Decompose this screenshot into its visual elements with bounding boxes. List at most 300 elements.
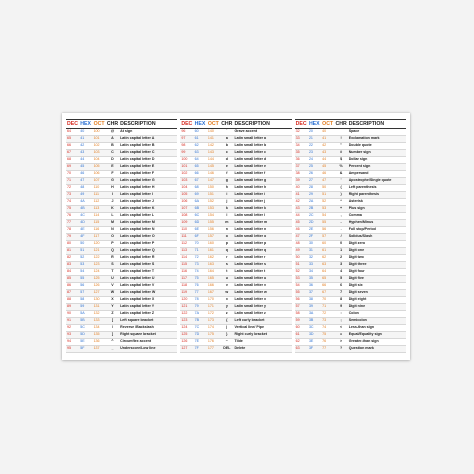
description-cell: Percent sign bbox=[348, 164, 406, 171]
hex-cell: 62 bbox=[194, 143, 207, 150]
hex-cell: 5D bbox=[79, 332, 92, 339]
description-cell: Latin small letter a bbox=[233, 136, 291, 143]
chr-cell: E bbox=[106, 164, 119, 171]
description-cell: Delete bbox=[233, 346, 291, 353]
description-cell: Latin small letter e bbox=[233, 164, 291, 171]
hex-cell: 36 bbox=[308, 283, 321, 290]
oct-cell: 123 bbox=[93, 262, 106, 269]
oct-header: OCT bbox=[322, 121, 334, 127]
dec-cell: 79 bbox=[66, 234, 79, 241]
dec-cell: 122 bbox=[180, 311, 193, 318]
table-row bbox=[66, 304, 177, 311]
description-cell: Plus sign bbox=[348, 206, 406, 213]
dec-cell: 121 bbox=[180, 304, 193, 311]
oct-cell: 122 bbox=[93, 255, 106, 262]
hex-cell: 44 bbox=[79, 157, 92, 164]
description-cell: Latin capital letter M bbox=[119, 220, 177, 227]
hex-cell: 27 bbox=[308, 178, 321, 185]
description-cell: Vertical line/ Pipe bbox=[233, 325, 291, 332]
chr-cell: ' bbox=[334, 178, 347, 185]
hex-cell: 5E bbox=[79, 339, 92, 346]
table-row bbox=[180, 276, 291, 283]
chr-cell: g bbox=[220, 178, 233, 185]
hex-cell: 3F bbox=[308, 346, 321, 353]
table-row bbox=[295, 276, 406, 283]
hex-cell: 60 bbox=[194, 129, 207, 136]
description-cell: Full stop/Period bbox=[348, 227, 406, 234]
dec-header: DEC bbox=[295, 121, 307, 127]
hex-cell: 55 bbox=[79, 276, 92, 283]
dec-cell: 90 bbox=[66, 311, 79, 318]
dec-cell: 32 bbox=[295, 129, 308, 136]
description-cell: Digit five bbox=[348, 276, 406, 283]
hex-cell: 71 bbox=[194, 248, 207, 255]
table-row bbox=[66, 206, 177, 213]
chr-cell: 2 bbox=[334, 255, 347, 262]
oct-cell: 53 bbox=[321, 206, 334, 213]
table-row bbox=[66, 346, 177, 353]
oct-cell: 65 bbox=[321, 276, 334, 283]
oct-cell: 64 bbox=[321, 269, 334, 276]
dec-cell: 109 bbox=[180, 220, 193, 227]
dec-cell: 47 bbox=[295, 234, 308, 241]
table-row bbox=[180, 318, 291, 325]
dec-cell: 112 bbox=[180, 241, 193, 248]
chr-cell: 4 bbox=[334, 269, 347, 276]
dec-cell: 33 bbox=[295, 136, 308, 143]
oct-cell: 163 bbox=[207, 262, 220, 269]
hex-cell: 69 bbox=[194, 192, 207, 199]
dec-cell: 55 bbox=[295, 290, 308, 297]
description-header: DESCRIPTION bbox=[119, 120, 177, 129]
table-row bbox=[295, 143, 406, 150]
table-row bbox=[295, 178, 406, 185]
oct-cell: 112 bbox=[93, 199, 106, 206]
table-row bbox=[295, 332, 406, 339]
description-cell: Solidus/Slash bbox=[348, 234, 406, 241]
dec-cell: 114 bbox=[180, 255, 193, 262]
hex-cell: 23 bbox=[308, 150, 321, 157]
oct-cell: 110 bbox=[93, 185, 106, 192]
chr-cell: N bbox=[106, 227, 119, 234]
description-cell: Latin small letter m bbox=[233, 220, 291, 227]
chr-cell: r bbox=[220, 255, 233, 262]
description-cell: Asterisk bbox=[348, 199, 406, 206]
hex-header: HEX bbox=[308, 121, 320, 127]
hex-cell: 7C bbox=[194, 325, 207, 332]
chr-cell: } bbox=[220, 332, 233, 339]
table-row bbox=[66, 157, 177, 164]
oct-cell: 105 bbox=[93, 164, 106, 171]
dec-cell: 66 bbox=[66, 143, 79, 150]
oct-cell: 103 bbox=[93, 150, 106, 157]
table-row bbox=[66, 290, 177, 297]
description-cell: Right curly bracket bbox=[233, 332, 291, 339]
chr-cell: 0 bbox=[334, 241, 347, 248]
dec-cell: 75 bbox=[66, 206, 79, 213]
hex-cell: 3D bbox=[308, 332, 321, 339]
hex-cell: 58 bbox=[79, 297, 92, 304]
dec-cell: 35 bbox=[295, 150, 308, 157]
table-row bbox=[295, 129, 406, 136]
description-cell: Left curly bracket bbox=[233, 318, 291, 325]
hex-cell: 52 bbox=[79, 255, 92, 262]
table-row bbox=[295, 325, 406, 332]
dec-cell: 105 bbox=[180, 192, 193, 199]
chr-cell: ? bbox=[334, 346, 347, 353]
table-row bbox=[180, 157, 291, 164]
dec-cell: 89 bbox=[66, 304, 79, 311]
chr-cell: ( bbox=[334, 185, 347, 192]
table-row bbox=[295, 150, 406, 157]
oct-cell: 107 bbox=[93, 178, 106, 185]
hex-cell: 2A bbox=[308, 199, 321, 206]
oct-cell: 145 bbox=[207, 164, 220, 171]
hex-cell: 22 bbox=[308, 143, 321, 150]
oct-cell: 132 bbox=[93, 311, 106, 318]
chr-cell: : bbox=[334, 311, 347, 318]
table-row bbox=[295, 283, 406, 290]
oct-cell: 177 bbox=[207, 346, 220, 353]
chr-cell: M bbox=[106, 220, 119, 227]
table-row bbox=[295, 248, 406, 255]
oct-cell: 167 bbox=[207, 290, 220, 297]
oct-cell: 130 bbox=[93, 297, 106, 304]
ascii-poster bbox=[62, 113, 410, 360]
hex-cell: 37 bbox=[308, 290, 321, 297]
oct-cell: 75 bbox=[321, 332, 334, 339]
chr-cell: 9 bbox=[334, 304, 347, 311]
table-row bbox=[180, 325, 291, 332]
oct-cell: 125 bbox=[93, 276, 106, 283]
hex-cell: 6A bbox=[194, 199, 207, 206]
chr-cell: C bbox=[106, 150, 119, 157]
dec-cell: 87 bbox=[66, 290, 79, 297]
description-cell: Latin small letter j bbox=[233, 199, 291, 206]
hex-header: HEX bbox=[80, 121, 91, 127]
description-cell: Latin capital letter R bbox=[119, 255, 177, 262]
description-cell: Greater-than sign bbox=[348, 339, 406, 346]
table-row bbox=[180, 220, 291, 227]
table-row bbox=[180, 150, 291, 157]
chr-cell: DEL bbox=[220, 346, 233, 353]
description-cell: Digit four bbox=[348, 269, 406, 276]
description-cell: Latin capital letter Q bbox=[119, 248, 177, 255]
dec-cell: 58 bbox=[295, 311, 308, 318]
dec-cell: 69 bbox=[66, 164, 79, 171]
chr-cell: S bbox=[106, 262, 119, 269]
dec-cell: 127 bbox=[180, 346, 193, 353]
oct-cell: 106 bbox=[93, 171, 106, 178]
table-row bbox=[66, 248, 177, 255]
oct-cell: 100 bbox=[93, 129, 106, 136]
description-cell: Latin capital letter P bbox=[119, 241, 177, 248]
chr-cell: / bbox=[334, 234, 347, 241]
chr-cell: # bbox=[334, 150, 347, 157]
table-row bbox=[295, 311, 406, 318]
hex-cell: 5F bbox=[79, 346, 92, 353]
chr-cell: . bbox=[334, 227, 347, 234]
dec-cell: 100 bbox=[180, 157, 193, 164]
table-row bbox=[295, 220, 406, 227]
table-row bbox=[180, 192, 291, 199]
table-row bbox=[66, 213, 177, 220]
oct-cell: 70 bbox=[321, 297, 334, 304]
oct-cell: 101 bbox=[93, 136, 106, 143]
hex-cell: 53 bbox=[79, 262, 92, 269]
chr-cell: B bbox=[106, 143, 119, 150]
oct-cell: 76 bbox=[321, 339, 334, 346]
chr-header: CHR bbox=[221, 121, 233, 127]
dec-cell: 62 bbox=[295, 339, 308, 346]
table-row bbox=[295, 206, 406, 213]
dec-cell: 85 bbox=[66, 276, 79, 283]
table-header bbox=[180, 120, 291, 129]
description-cell: Digit seven bbox=[348, 290, 406, 297]
oct-cell: 52 bbox=[321, 199, 334, 206]
chr-cell: ] bbox=[106, 332, 119, 339]
description-cell: Latin small letter k bbox=[233, 206, 291, 213]
chr-cell: m bbox=[220, 220, 233, 227]
chr-cell: u bbox=[220, 276, 233, 283]
oct-header: OCT bbox=[93, 121, 105, 127]
oct-cell: 46 bbox=[321, 171, 334, 178]
description-cell: Latin small letter n bbox=[233, 227, 291, 234]
chr-cell: s bbox=[220, 262, 233, 269]
description-cell: Latin capital letter L bbox=[119, 213, 177, 220]
table-row bbox=[295, 290, 406, 297]
description-cell: Latin capital letter K bbox=[119, 206, 177, 213]
table-row bbox=[295, 241, 406, 248]
description-cell: Dollar sign bbox=[348, 157, 406, 164]
hex-cell: 4B bbox=[79, 206, 92, 213]
table-row bbox=[66, 262, 177, 269]
description-cell: Digit two bbox=[348, 255, 406, 262]
oct-cell: 57 bbox=[321, 234, 334, 241]
oct-cell: 144 bbox=[207, 157, 220, 164]
dec-cell: 102 bbox=[180, 171, 193, 178]
hex-cell: 38 bbox=[308, 297, 321, 304]
chr-cell: D bbox=[106, 157, 119, 164]
description-header: DESCRIPTION bbox=[233, 120, 291, 129]
table-row bbox=[66, 255, 177, 262]
table-row bbox=[180, 227, 291, 234]
description-cell: Latin small letter f bbox=[233, 171, 291, 178]
dec-cell: 37 bbox=[295, 164, 308, 171]
chr-cell: v bbox=[220, 283, 233, 290]
description-cell: Latin small letter l bbox=[233, 213, 291, 220]
description-cell: Latin small letter b bbox=[233, 143, 291, 150]
description-cell: Latin capital letter D bbox=[119, 157, 177, 164]
hex-cell: 56 bbox=[79, 283, 92, 290]
oct-cell: 51 bbox=[321, 192, 334, 199]
description-cell: Latin small letter z bbox=[233, 311, 291, 318]
oct-cell: 47 bbox=[321, 178, 334, 185]
table-row bbox=[180, 143, 291, 150]
hex-cell: 4F bbox=[79, 234, 92, 241]
hex-cell: 65 bbox=[194, 164, 207, 171]
description-cell: Latin capital letter B bbox=[119, 143, 177, 150]
description-cell: Latin small letter q bbox=[233, 248, 291, 255]
chr-cell: T bbox=[106, 269, 119, 276]
dec-cell: 60 bbox=[295, 325, 308, 332]
description-cell: Latin capital letter F bbox=[119, 171, 177, 178]
table-row bbox=[295, 157, 406, 164]
hex-cell: 2C bbox=[308, 213, 321, 220]
chr-header: CHR bbox=[335, 121, 347, 127]
hex-cell: 2F bbox=[308, 234, 321, 241]
hex-cell: 4E bbox=[79, 227, 92, 234]
oct-cell: 124 bbox=[93, 269, 106, 276]
description-cell: Comma bbox=[348, 213, 406, 220]
oct-cell: 146 bbox=[207, 171, 220, 178]
chr-cell: t bbox=[220, 269, 233, 276]
chr-cell: h bbox=[220, 185, 233, 192]
hex-cell: 31 bbox=[308, 248, 321, 255]
dec-cell: 36 bbox=[295, 157, 308, 164]
table-row bbox=[180, 339, 291, 346]
hex-cell: 2D bbox=[308, 220, 321, 227]
chr-cell: < bbox=[334, 325, 347, 332]
description-cell: Latin small letter d bbox=[233, 157, 291, 164]
hex-cell: 2B bbox=[308, 206, 321, 213]
description-cell: Latin small letter t bbox=[233, 269, 291, 276]
hex-cell: 7F bbox=[194, 346, 207, 353]
hex-cell: 3A bbox=[308, 311, 321, 318]
hex-cell: 21 bbox=[308, 136, 321, 143]
hex-cell: 43 bbox=[79, 150, 92, 157]
oct-cell: 152 bbox=[207, 199, 220, 206]
table-row bbox=[180, 136, 291, 143]
oct-cell: 140 bbox=[207, 129, 220, 136]
table-row bbox=[66, 318, 177, 325]
table-row bbox=[66, 311, 177, 318]
description-cell: Double quote bbox=[348, 143, 406, 150]
description-cell: Latin small letter s bbox=[233, 262, 291, 269]
oct-cell: 160 bbox=[207, 241, 220, 248]
chr-cell: i bbox=[220, 192, 233, 199]
dec-cell: 104 bbox=[180, 185, 193, 192]
oct-cell: 162 bbox=[207, 255, 220, 262]
table-row bbox=[66, 178, 177, 185]
table-row bbox=[295, 255, 406, 262]
chr-cell: b bbox=[220, 143, 233, 150]
chr-cell: A bbox=[106, 136, 119, 143]
table-row bbox=[180, 213, 291, 220]
hex-cell: 33 bbox=[308, 262, 321, 269]
hex-cell: 6C bbox=[194, 213, 207, 220]
dec-cell: 99 bbox=[180, 150, 193, 157]
chr-cell: % bbox=[334, 164, 347, 171]
dec-cell: 38 bbox=[295, 171, 308, 178]
oct-cell: 56 bbox=[321, 227, 334, 234]
description-cell: Latin capital letter Z bbox=[119, 311, 177, 318]
dec-cell: 125 bbox=[180, 332, 193, 339]
hex-cell: 3C bbox=[308, 325, 321, 332]
table-row bbox=[180, 129, 291, 136]
hex-cell: 57 bbox=[79, 290, 92, 297]
oct-cell: 171 bbox=[207, 304, 220, 311]
dec-cell: 101 bbox=[180, 164, 193, 171]
table-row bbox=[295, 164, 406, 171]
dec-cell: 56 bbox=[295, 297, 308, 304]
oct-cell: 114 bbox=[93, 213, 106, 220]
chr-cell: - bbox=[334, 220, 347, 227]
dec-cell: 81 bbox=[66, 248, 79, 255]
description-cell: Latin small letter v bbox=[233, 283, 291, 290]
description-cell: Latin capital letter A bbox=[119, 136, 177, 143]
oct-cell: 131 bbox=[93, 304, 106, 311]
chr-cell: y bbox=[220, 304, 233, 311]
description-cell: Colon bbox=[348, 311, 406, 318]
dec-cell: 93 bbox=[66, 332, 79, 339]
chr-cell: @ bbox=[106, 129, 119, 136]
chr-cell: ; bbox=[334, 318, 347, 325]
hex-cell: 34 bbox=[308, 269, 321, 276]
description-cell: Latin capital letter E bbox=[119, 164, 177, 171]
hex-cell: 50 bbox=[79, 241, 92, 248]
dec-cell: 71 bbox=[66, 178, 79, 185]
oct-cell: 174 bbox=[207, 325, 220, 332]
hex-cell: 73 bbox=[194, 262, 207, 269]
hex-cell: 4C bbox=[79, 213, 92, 220]
hex-cell: 79 bbox=[194, 304, 207, 311]
dec-cell: 97 bbox=[180, 136, 193, 143]
chr-cell: P bbox=[106, 241, 119, 248]
oct-cell: 60 bbox=[321, 241, 334, 248]
chr-cell: d bbox=[220, 157, 233, 164]
description-cell: Question mark bbox=[348, 346, 406, 353]
ascii-table bbox=[66, 119, 177, 353]
dec-cell: 65 bbox=[66, 136, 79, 143]
dec-cell: 43 bbox=[295, 206, 308, 213]
description-cell: Latin capital letter W bbox=[119, 290, 177, 297]
table-row bbox=[295, 171, 406, 178]
description-cell: Equal/Equality sign bbox=[348, 332, 406, 339]
description-cell: Grave accent bbox=[233, 129, 291, 136]
oct-cell: 137 bbox=[93, 346, 106, 353]
oct-cell: 67 bbox=[321, 290, 334, 297]
oct-cell: 73 bbox=[321, 318, 334, 325]
hex-cell: 77 bbox=[194, 290, 207, 297]
description-cell: Latin small letter u bbox=[233, 276, 291, 283]
hex-header: HEX bbox=[194, 121, 206, 127]
hex-cell: 48 bbox=[79, 185, 92, 192]
chr-cell: f bbox=[220, 171, 233, 178]
table-row bbox=[295, 227, 406, 234]
oct-cell: 113 bbox=[93, 206, 106, 213]
chr-cell bbox=[334, 129, 347, 136]
hex-cell: 67 bbox=[194, 178, 207, 185]
oct-cell: 154 bbox=[207, 213, 220, 220]
chr-cell: ! bbox=[334, 136, 347, 143]
hex-cell: 54 bbox=[79, 269, 92, 276]
dec-cell: 67 bbox=[66, 150, 79, 157]
oct-cell: 141 bbox=[207, 136, 220, 143]
dec-cell: 94 bbox=[66, 339, 79, 346]
dec-cell: 113 bbox=[180, 248, 193, 255]
hex-cell: 49 bbox=[79, 192, 92, 199]
dec-header: DEC bbox=[181, 121, 193, 127]
hex-cell: 35 bbox=[308, 276, 321, 283]
chr-cell: _ bbox=[106, 346, 119, 353]
chr-cell: ) bbox=[334, 192, 347, 199]
table-row bbox=[295, 199, 406, 206]
chr-cell: 6 bbox=[334, 283, 347, 290]
dec-cell: 49 bbox=[295, 248, 308, 255]
oct-cell: 166 bbox=[207, 283, 220, 290]
oct-cell: 175 bbox=[207, 332, 220, 339]
